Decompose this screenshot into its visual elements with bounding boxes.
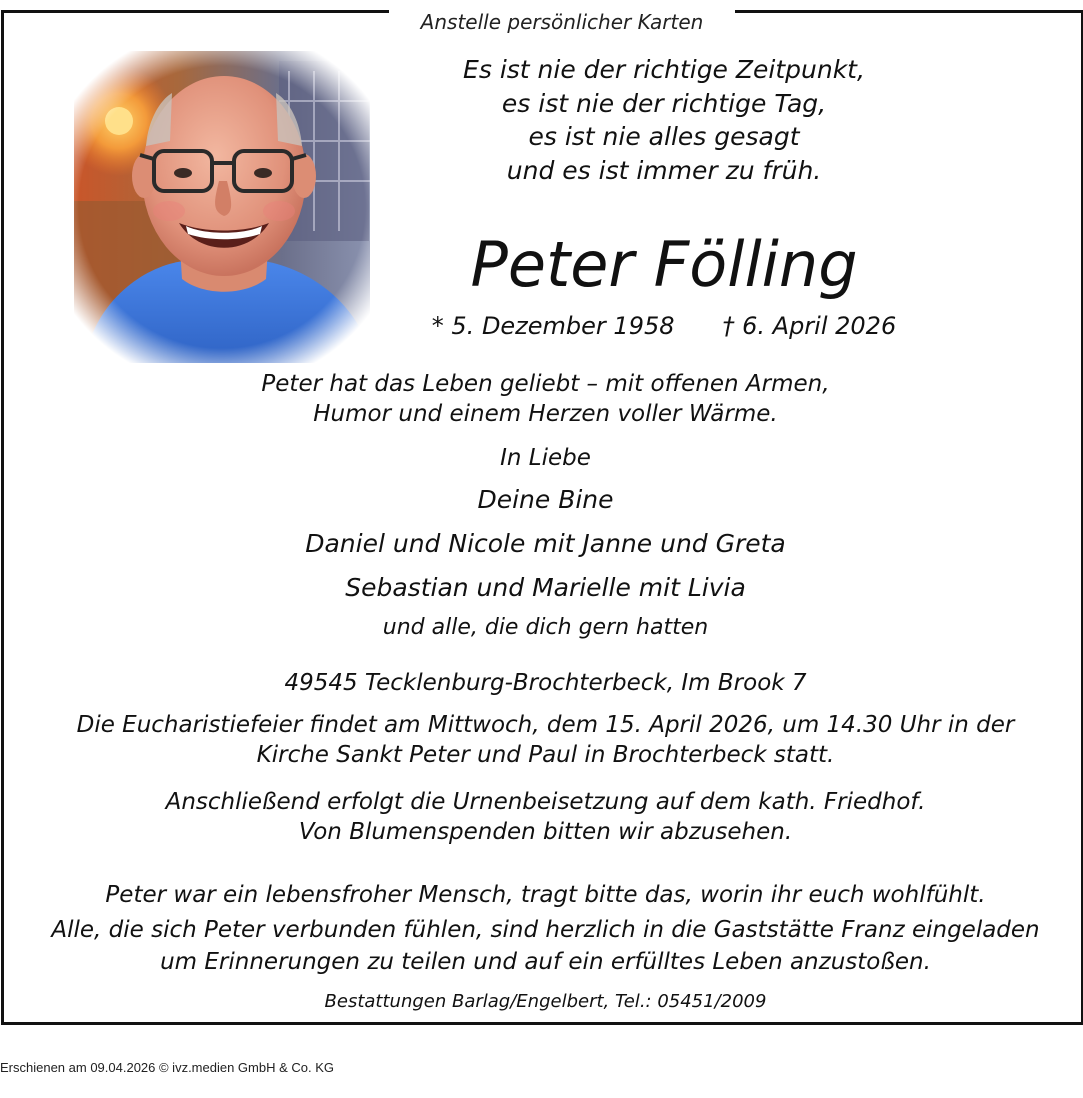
burial-line: Von Blumenspenden bitten wir abzusehen. bbox=[298, 819, 793, 845]
poem-line: Es ist nie der richtige Zeitpunkt, bbox=[463, 55, 865, 84]
obituary-frame bbox=[1, 10, 1083, 1025]
burial-line: Anschließend erfolgt die Urnenbeisetzung auf dem kath. Friedhof. bbox=[165, 789, 926, 815]
wishes-line: um Erinnerungen zu teilen und auf ein erfülltes Leben anzustoßen. bbox=[160, 949, 931, 975]
tribute bbox=[44, 369, 1047, 429]
deceased-name: Peter Fölling bbox=[470, 228, 858, 301]
wishes bbox=[44, 879, 1047, 978]
address: 49545 Tecklenburg-Brochterbeck, Im Brook 7 bbox=[284, 670, 807, 696]
service-info bbox=[44, 710, 1047, 770]
burial-info bbox=[44, 787, 1047, 847]
death-date: † 6. April 2026 bbox=[722, 312, 897, 340]
mourner-first: Deine Bine bbox=[477, 485, 614, 514]
poem-line: es ist nie alles gesagt bbox=[528, 122, 800, 151]
service-line: Kirche Sankt Peter und Paul in Brochterbeck statt. bbox=[256, 742, 835, 768]
birth-date: * 5. Dezember 1958 bbox=[431, 312, 675, 340]
mourner-second: Daniel und Nicole mit Janne und Greta bbox=[305, 529, 786, 558]
wishes-line: Peter war ein lebensfroher Mensch, tragt bitte das, worin ihr euch wohlfühlt. bbox=[105, 882, 986, 908]
mourner-third: Sebastian und Marielle mit Livia bbox=[345, 573, 746, 602]
poem-line: und es ist immer zu früh. bbox=[506, 155, 822, 185]
poem-line: es ist nie der richtige Tag, bbox=[501, 88, 827, 118]
undertaker: Bestattungen Barlag/Engelbert, Tel.: 05451/2009 bbox=[324, 991, 767, 1012]
tribute-line: Peter hat das Leben geliebt – mit offenen Armen, bbox=[261, 371, 830, 397]
publication-footer: Erschienen am 09.04.2026 © ivz.medien GmbH & Co. KG bbox=[0, 1060, 335, 1075]
life-dates bbox=[384, 310, 944, 342]
portrait-photo bbox=[74, 51, 370, 363]
mourner-all: und alle, die dich gern hatten bbox=[382, 615, 709, 640]
poem bbox=[384, 53, 944, 187]
in-love-label: In Liebe bbox=[500, 445, 591, 471]
service-line: Die Eucharistiefeier findet am Mittwoch, dem 15. April 2026, um 14.30 Uhr in der bbox=[76, 712, 1015, 738]
tribute-line: Humor und einem Herzen voller Wärme. bbox=[313, 401, 778, 427]
header-label: Anstelle persönlicher Karten bbox=[389, 9, 735, 35]
wishes-line: Alle, die sich Peter verbunden fühlen, sind herzlich in die Gaststätte Franz eingeladen bbox=[51, 917, 1040, 943]
